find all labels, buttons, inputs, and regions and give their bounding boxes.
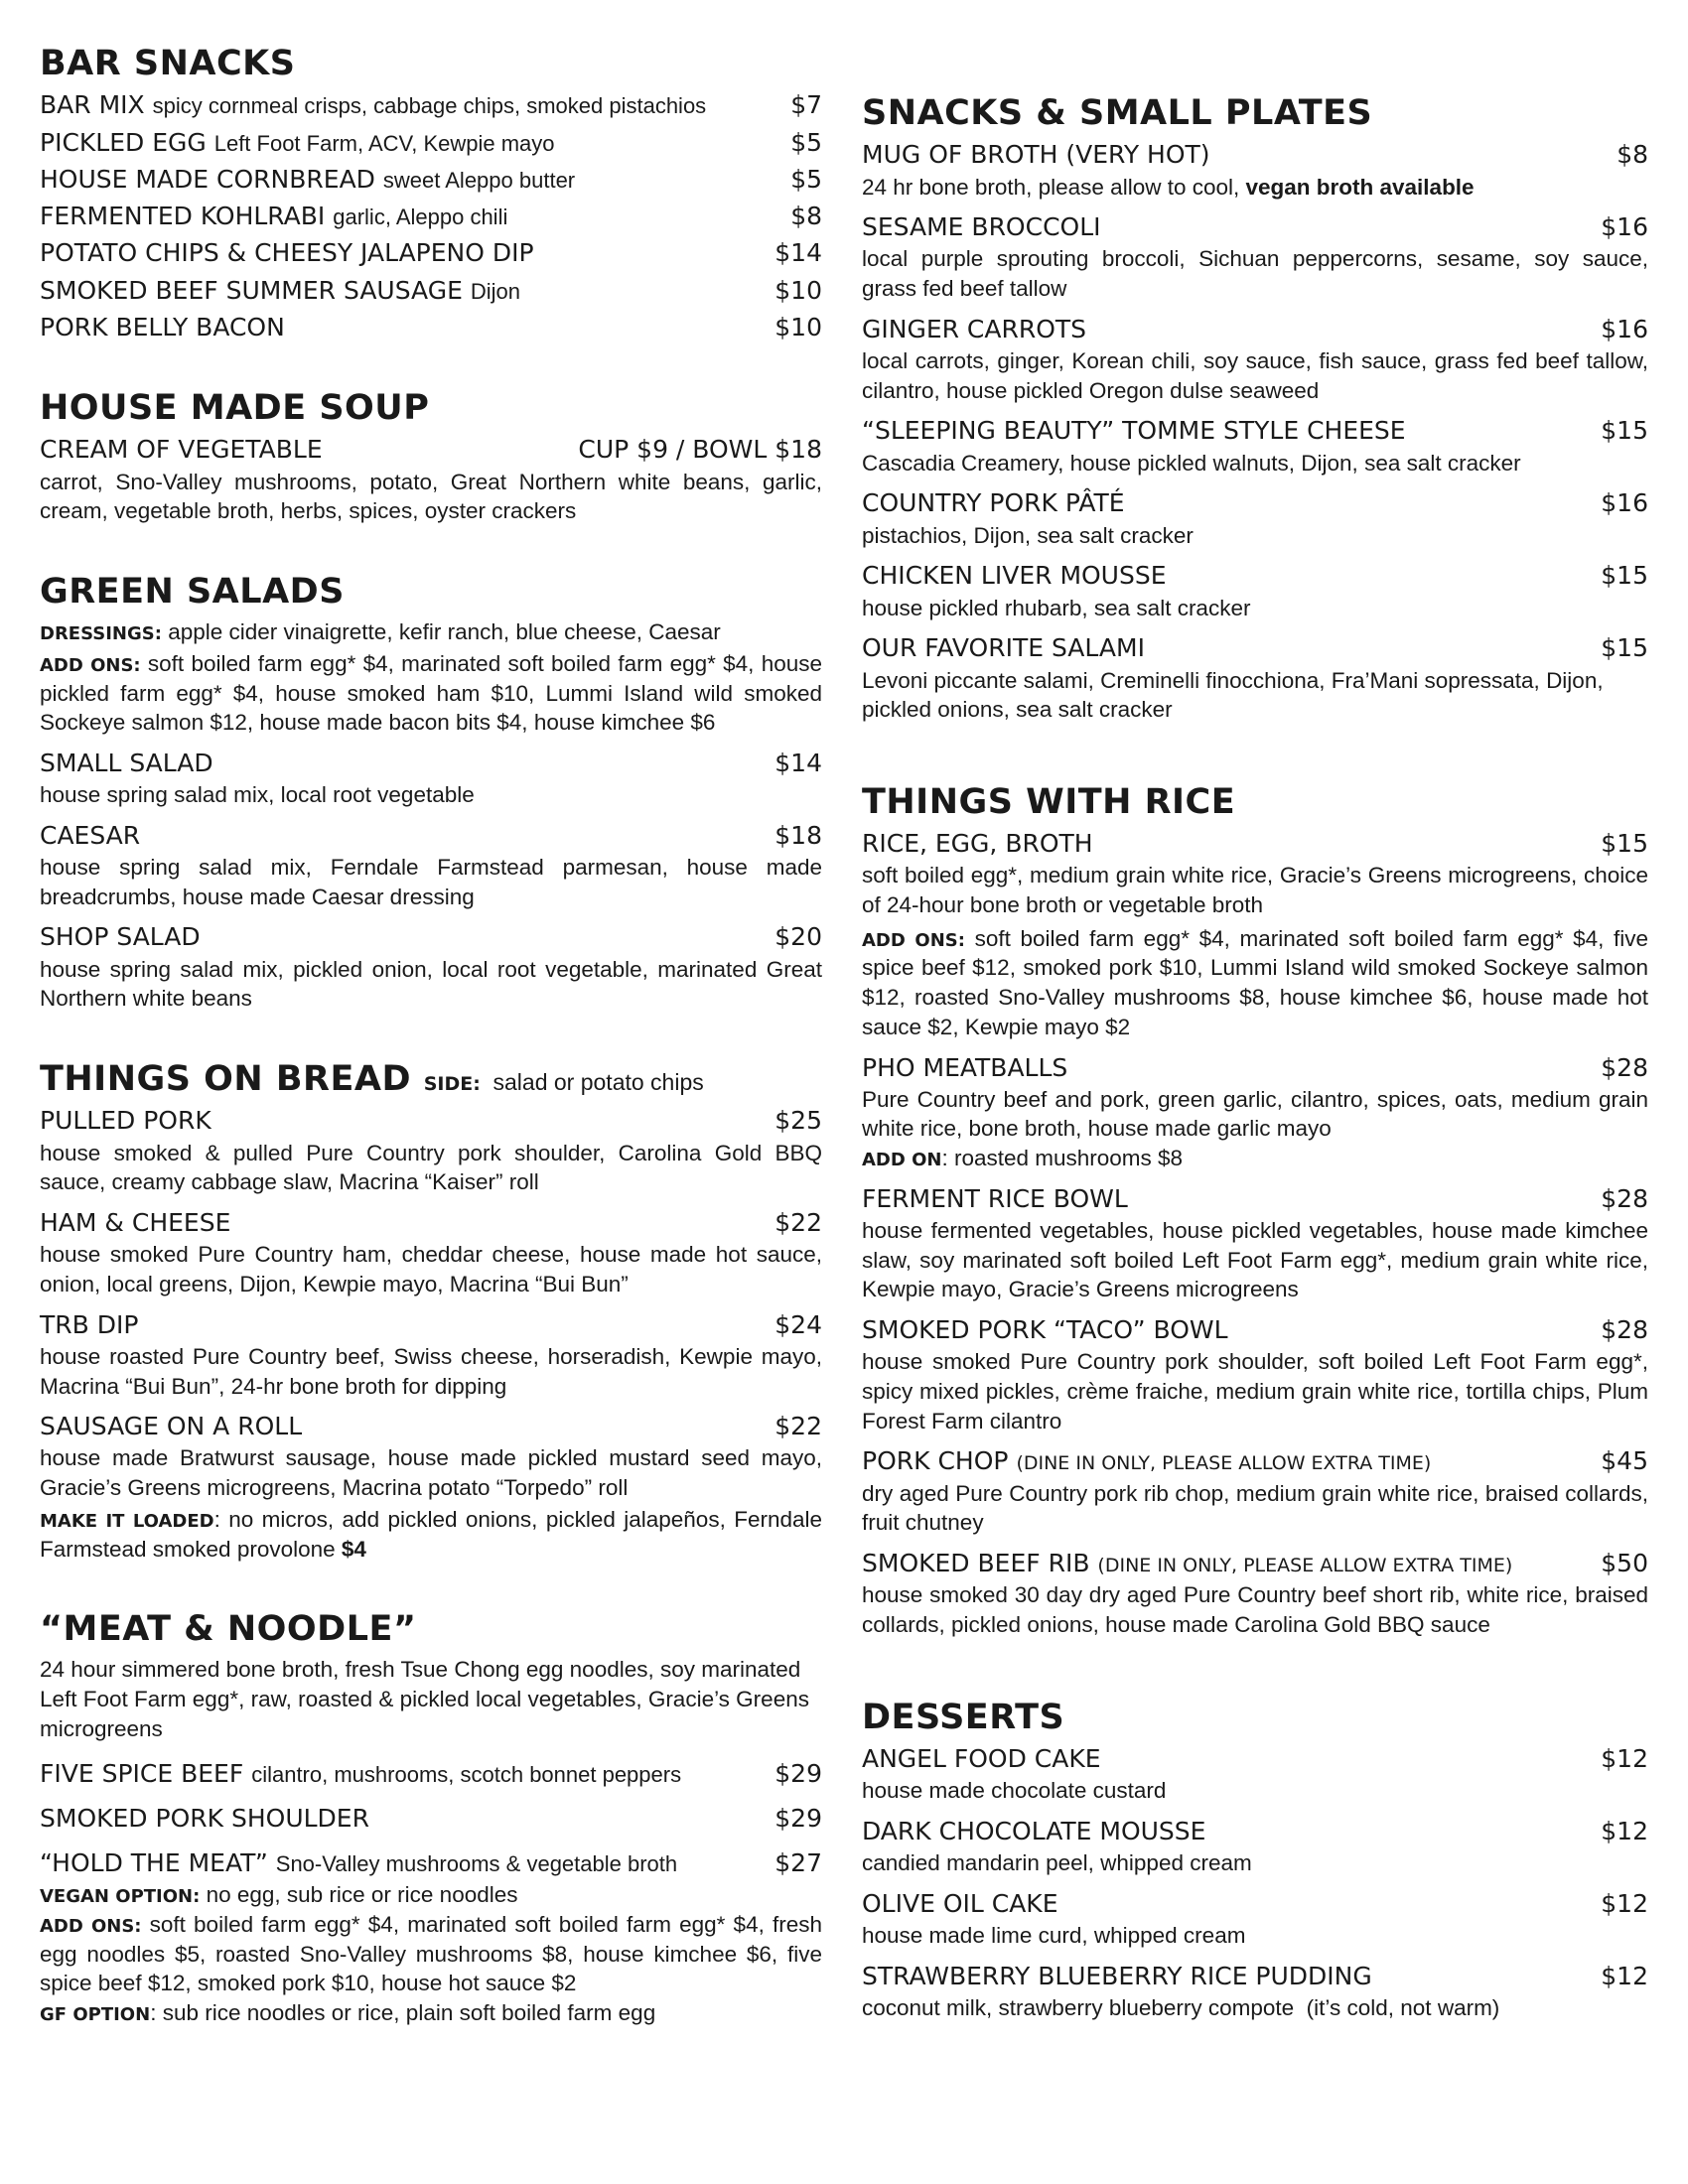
menu-item (40, 1207, 822, 1238)
item-name: CAESAR (40, 820, 141, 850)
dressings-text: apple cider vinaigrette, kefir ranch, blue cheese, Caesar (168, 619, 721, 645)
item-name: CREAM OF VEGETABLE (40, 435, 323, 465)
item-name: SAUSAGE ON A ROLL (40, 1412, 303, 1441)
dressings-line (40, 617, 822, 647)
left-column (40, 44, 822, 2074)
item-description: Levoni piccante salami, Creminelli finocchiona, Fra’Mani sopressata, Dijon, pickled onions, sea salt cracker (862, 667, 1604, 723)
menu-item (862, 1816, 1648, 1846)
item-inline-desc: Dijon (470, 278, 520, 304)
item-price: $22 (774, 1412, 822, 1441)
item-price: $12 (1601, 1888, 1648, 1918)
section-desserts (862, 1698, 1648, 2023)
add-ons-line (40, 1910, 822, 1998)
menu-item (862, 632, 1648, 663)
item-description: house smoked 30 day dry aged Pure Country beef short rib, white rice, braised collards, pickled onions, house made Carolina Gold BBQ sauce (862, 1582, 1648, 1637)
item-name: HOUSE MADE CORNBREAD (40, 164, 375, 194)
menu-item (40, 312, 822, 342)
item-price: $28 (1601, 1183, 1648, 1213)
item-description: house fermented vegetables, house pickled vegetables, house made kimchee slaw, soy marinated soft boiled Left Foot Farm egg*, medium grain white rice, Kewpie mayo, Gracie’s Greens microgreens (862, 1218, 1648, 1302)
item-price: $10 (774, 312, 822, 341)
item-price: $5 (790, 164, 822, 194)
item-description: dry aged Pure Country pork rib chop, medium grain white rice, braised collards, fruit chutney (862, 1480, 1648, 1536)
item-name: POTATO CHIPS & CHEESY JALAPENO DIP (40, 238, 534, 268)
item-note: (DINE IN ONLY, PLEASE ALLOW EXTRA TIME) (1097, 1555, 1513, 1577)
item-description: house smoked Pure Country ham, cheddar cheese, house made hot sauce, onion, local greens, Dijon, Kewpie mayo, Macrina “Bui Bun” (40, 1242, 822, 1297)
broth-desc-bold: vegan broth available (1245, 174, 1475, 200)
item-price: $28 (1601, 1315, 1648, 1345)
add-on-label: ADD ON (862, 1150, 942, 1171)
section-title: THINGS WITH RICE (862, 781, 1236, 822)
section-snacks-small-plates (862, 93, 1648, 725)
add-ons-line (40, 649, 822, 738)
item-name: BAR MIX (40, 90, 145, 120)
item-name: HAM & CHEESE (40, 1207, 231, 1237)
section-title-line (40, 1059, 822, 1099)
item-description: coconut milk, strawberry blueberry compote (it’s cold, not warm) (862, 1995, 1500, 2020)
make-it-loaded-text: : no micros, add pickled onions, pickled jalapeños, Ferndale Farmstead smoked provolone (40, 1506, 823, 1562)
item-description (862, 173, 1648, 203)
item-description: candied mandarin peel, whipped cream (862, 1850, 1252, 1876)
item-price: $50 (1601, 1549, 1648, 1578)
item-name: OLIVE OIL CAKE (862, 1888, 1058, 1918)
item-description: house made lime curd, whipped cream (862, 1923, 1246, 1949)
dressings-label: DRESSINGS: (40, 623, 162, 645)
menu-item (862, 314, 1648, 344)
item-name: PHO MEATBALLS (862, 1052, 1068, 1082)
item-description: house smoked & pulled Pure Country pork shoulder, Carolina Gold BBQ sauce, creamy cabbage slaw, Macrina “Kaiser” roll (40, 1140, 822, 1195)
menu-item (862, 1888, 1648, 1919)
item-description: soft boiled egg*, medium grain white rice, Gracie’s Greens microgreens, choice of 24-hour bone broth or vegetable broth (862, 863, 1648, 918)
item-name: CHICKEN LIVER MOUSSE (862, 561, 1167, 591)
item-description: Pure Country beef and pork, green garlic, cilantro, spices, oats, medium grain white rice, bone broth, house made garlic mayo (862, 1086, 1648, 1142)
menu-item (862, 1183, 1648, 1214)
item-price: $16 (1601, 488, 1648, 518)
item-name: SMOKED BEEF SUMMER SAUSAGE (40, 275, 463, 305)
item-name: FIVE SPICE BEEF (40, 1758, 244, 1788)
item-price: $12 (1601, 1743, 1648, 1773)
item-name: SESAME BROCCOLI (862, 212, 1101, 242)
menu-item (40, 164, 822, 195)
add-ons-label: ADD ONS: (40, 1915, 142, 1937)
menu-item (40, 201, 822, 231)
section-things-on-bread (40, 1059, 822, 1564)
item-name: PICKLED EGG (40, 127, 207, 157)
item-price: $28 (1601, 1052, 1648, 1082)
item-price: $15 (1601, 416, 1648, 446)
bar-snacks-list (40, 89, 822, 342)
item-price: $16 (1601, 212, 1648, 242)
item-name: MUG OF BROTH (VERY HOT) (862, 140, 1210, 170)
section-bar-snacks (40, 44, 822, 342)
add-ons-text: soft boiled farm egg* $4, marinated soft boiled farm egg* $4, fresh egg noodles $5, roasted Sno-Valley mushrooms $8, house kimchee $6, five spice beef $12, smoked pork $10, house hot sauce $2 (40, 1911, 822, 1996)
item-price: $8 (1617, 140, 1648, 170)
add-ons-label: ADD ONS: (862, 929, 965, 951)
item-name: COUNTRY PORK PÂTÉ (862, 488, 1125, 518)
item-price: $10 (774, 275, 822, 305)
item-description: pistachios, Dijon, sea salt cracker (862, 522, 1194, 548)
section-things-with-rice (862, 782, 1648, 1640)
item-price: $24 (774, 1309, 822, 1339)
gf-option-text: : sub rice noodles or rice, plain soft boiled farm egg (150, 2000, 656, 2025)
item-inline-desc: sweet Aleppo butter (382, 167, 576, 193)
add-ons-label: ADD ONS: (40, 654, 141, 676)
item-price: $20 (774, 922, 822, 952)
menu-item (862, 560, 1648, 591)
item-description: local purple sprouting broccoli, Sichuan peppercorns, sesame, soy sauce, grass fed beef tallow (862, 246, 1648, 302)
menu-item (40, 1105, 822, 1136)
menu-item (862, 1961, 1648, 1991)
item-price: $14 (774, 748, 822, 777)
menu-item (40, 1803, 822, 1834)
menu-item (40, 1309, 822, 1340)
item-name: SMALL SALAD (40, 748, 213, 777)
item-name: TRB DIP (40, 1309, 139, 1339)
pho-add-on-line (862, 1144, 1648, 1173)
item-name: OUR FAVORITE SALAMI (862, 633, 1145, 663)
menu-item (40, 921, 822, 952)
section-title: “MEAT & NOODLE” (40, 1609, 417, 1650)
item-name: PORK CHOP (862, 1446, 1009, 1476)
menu-item (862, 211, 1648, 242)
add-ons-text: soft boiled farm egg* $4, marinated soft boiled farm egg* $4, five spice beef $12, smoked pork $10, Lummi Island wild smoked Sockeye salmon $12, roasted Sno-Valley mushrooms $8, house kimchee $6, house made hot sauce $2, Kewpie mayo $2 (862, 925, 1648, 1039)
right-column (862, 93, 1648, 2069)
item-name: RICE, EGG, BROTH (862, 829, 1093, 859)
item-description: house spring salad mix, pickled onion, local root vegetable, marinated Great Northern white beans (40, 956, 822, 1012)
section-title: DESSERTS (862, 1697, 1065, 1737)
item-description: house pickled rhubarb, sea salt cracker (862, 595, 1251, 620)
menu-item (40, 1847, 822, 1878)
menu-item (40, 275, 822, 306)
item-price: $15 (1601, 561, 1648, 591)
item-name: “SLEEPING BEAUTY” TOMME STYLE CHEESE (862, 416, 1406, 446)
side-text: salad or potato chips (492, 1069, 704, 1096)
make-it-loaded-line (40, 1505, 822, 1564)
section-title: HOUSE MADE SOUP (40, 388, 430, 428)
section-title: GREEN SALADS (40, 571, 345, 612)
item-description: house made chocolate custard (862, 1778, 1167, 1804)
item-price: $7 (790, 90, 822, 120)
item-description: house smoked Pure Country pork shoulder, soft boiled Left Foot Farm egg*, spicy mixed pickles, crème fraiche, medium grain white rice, tortilla chips, Plum Forest Farm cilantro (862, 1349, 1648, 1433)
item-price: $27 (774, 1848, 822, 1877)
item-price: $5 (790, 127, 822, 157)
menu-item (40, 820, 822, 851)
gf-option-line (40, 1998, 822, 2028)
item-description: local carrots, ginger, Korean chili, soy sauce, fish sauce, grass fed beef tallow, cilantro, house pickled Oregon dulse seaweed (862, 348, 1648, 403)
menu-item (40, 748, 822, 778)
item-name: SMOKED BEEF RIB (862, 1549, 1090, 1578)
item-name: GINGER CARROTS (862, 314, 1087, 343)
item-name: PORK BELLY BACON (40, 312, 285, 341)
item-name: DARK CHOCOLATE MOUSSE (862, 1816, 1206, 1845)
menu-item (40, 434, 822, 465)
gf-option-label: GF OPTION (40, 2004, 151, 2025)
item-description: house made Bratwurst sausage, house made pickled mustard seed mayo, Gracie’s Greens microgreens, Macrina potato “Torpedo” roll (40, 1445, 822, 1501)
item-inline-desc: Sno-Valley mushrooms & vegetable broth (275, 1851, 678, 1876)
add-ons-line (862, 924, 1648, 1042)
section-title: SNACKS & SMALL PLATES (862, 93, 1373, 133)
item-price: $18 (774, 820, 822, 850)
menu-item (862, 828, 1648, 859)
menu-item (40, 127, 822, 158)
menu-item (40, 1758, 822, 1789)
section-meat-and-noodle (40, 1609, 822, 2028)
menu-item (862, 487, 1648, 518)
add-on-text: : roasted mushrooms $8 (941, 1146, 1184, 1171)
vegan-option-line (40, 1880, 822, 1910)
item-price: $8 (790, 202, 822, 230)
item-name: ANGEL FOOD CAKE (862, 1743, 1101, 1773)
menu-item (40, 89, 822, 120)
section-title: THINGS ON BREAD (40, 1059, 412, 1100)
item-inline-desc: cilantro, mushrooms, scotch bonnet peppers (251, 1761, 682, 1787)
item-name: PULLED PORK (40, 1106, 211, 1136)
menu-item (40, 237, 822, 268)
item-price: $12 (1601, 1961, 1648, 1990)
item-description: house spring salad mix, Ferndale Farmstead parmesan, house made breadcrumbs, house made Caesar dressing (40, 855, 822, 909)
item-price: $15 (1601, 633, 1648, 663)
section-green-salads (40, 572, 822, 1014)
item-name: FERMENTED KOHLRABI (40, 202, 326, 230)
add-ons-text: soft boiled farm egg* $4, marinated soft boiled farm egg* $4, house pickled farm egg* $4, house smoked ham $10, Lummi Island wild smoked Sockeye salmon $12, house made bacon bits $4, house kimchee $6 (40, 650, 823, 736)
item-description: carrot, Sno-Valley mushrooms, potato, Great Northern white beans, garlic, cream, vegetable broth, herbs, spices, oyster crackers (40, 469, 822, 524)
menu-item (862, 1314, 1648, 1345)
item-note: (DINE IN ONLY, PLEASE ALLOW EXTRA TIME) (1016, 1452, 1432, 1475)
menu-item (862, 415, 1648, 446)
make-it-loaded-price: $4 (341, 1536, 366, 1562)
menu-item (862, 1548, 1648, 1578)
item-name: SMOKED PORK SHOULDER (40, 1803, 369, 1833)
item-price: $45 (1601, 1446, 1648, 1476)
item-description: house spring salad mix, local root vegetable (40, 782, 475, 808)
item-price: $14 (774, 238, 822, 268)
item-price: $22 (774, 1207, 822, 1237)
item-name: SMOKED PORK “TACO” BOWL (862, 1315, 1228, 1345)
item-price: $12 (1601, 1816, 1648, 1845)
item-price: CUP $9 / BOWL $18 (578, 435, 822, 465)
item-price: $16 (1601, 314, 1648, 343)
section-title: BAR SNACKS (40, 44, 296, 83)
item-price: $15 (1601, 829, 1648, 859)
section-intro: 24 hour simmered bone broth, fresh Tsue Chong egg noodles, soy marinated Left Foot Farm egg*, raw, roasted & pickled local vegetables, Gracie’s Greens microgreens (40, 1657, 809, 1741)
item-description: house roasted Pure Country beef, Swiss cheese, horseradish, Kewpie mayo, Macrina “Bui Bun”, 24-hr bone broth for dipping (40, 1343, 822, 1399)
side-label: SIDE: (423, 1073, 481, 1096)
item-price: $29 (774, 1758, 822, 1788)
item-price: $29 (774, 1803, 822, 1833)
item-description: Cascadia Creamery, house pickled walnuts, Dijon, sea salt cracker (862, 450, 1521, 476)
item-inline-desc: spicy cornmeal crisps, cabbage chips, smoked pistachios (152, 93, 707, 119)
section-soup (40, 388, 822, 526)
menu-item (40, 1411, 822, 1441)
menu-item (862, 1743, 1648, 1774)
make-it-loaded-label: MAKE IT LOADED (40, 1510, 214, 1532)
broth-desc: 24 hr bone broth, please allow to cool, (862, 174, 1246, 200)
menu-item (862, 139, 1648, 170)
item-name: FERMENT RICE BOWL (862, 1183, 1128, 1213)
vegan-option-label: VEGAN OPTION: (40, 1886, 201, 1908)
item-name: SHOP SALAD (40, 922, 201, 952)
item-name: STRAWBERRY BLUEBERRY RICE PUDDING (862, 1961, 1372, 1990)
menu-item (862, 1445, 1648, 1476)
vegan-option-text: no egg, sub rice or rice noodles (206, 1882, 518, 1908)
item-price: $25 (774, 1106, 822, 1136)
menu-item (862, 1052, 1648, 1083)
item-inline-desc: Left Foot Farm, ACV, Kewpie mayo (213, 130, 555, 156)
item-inline-desc: garlic, Aleppo chili (333, 205, 508, 229)
item-name: “HOLD THE MEAT” (40, 1848, 268, 1877)
